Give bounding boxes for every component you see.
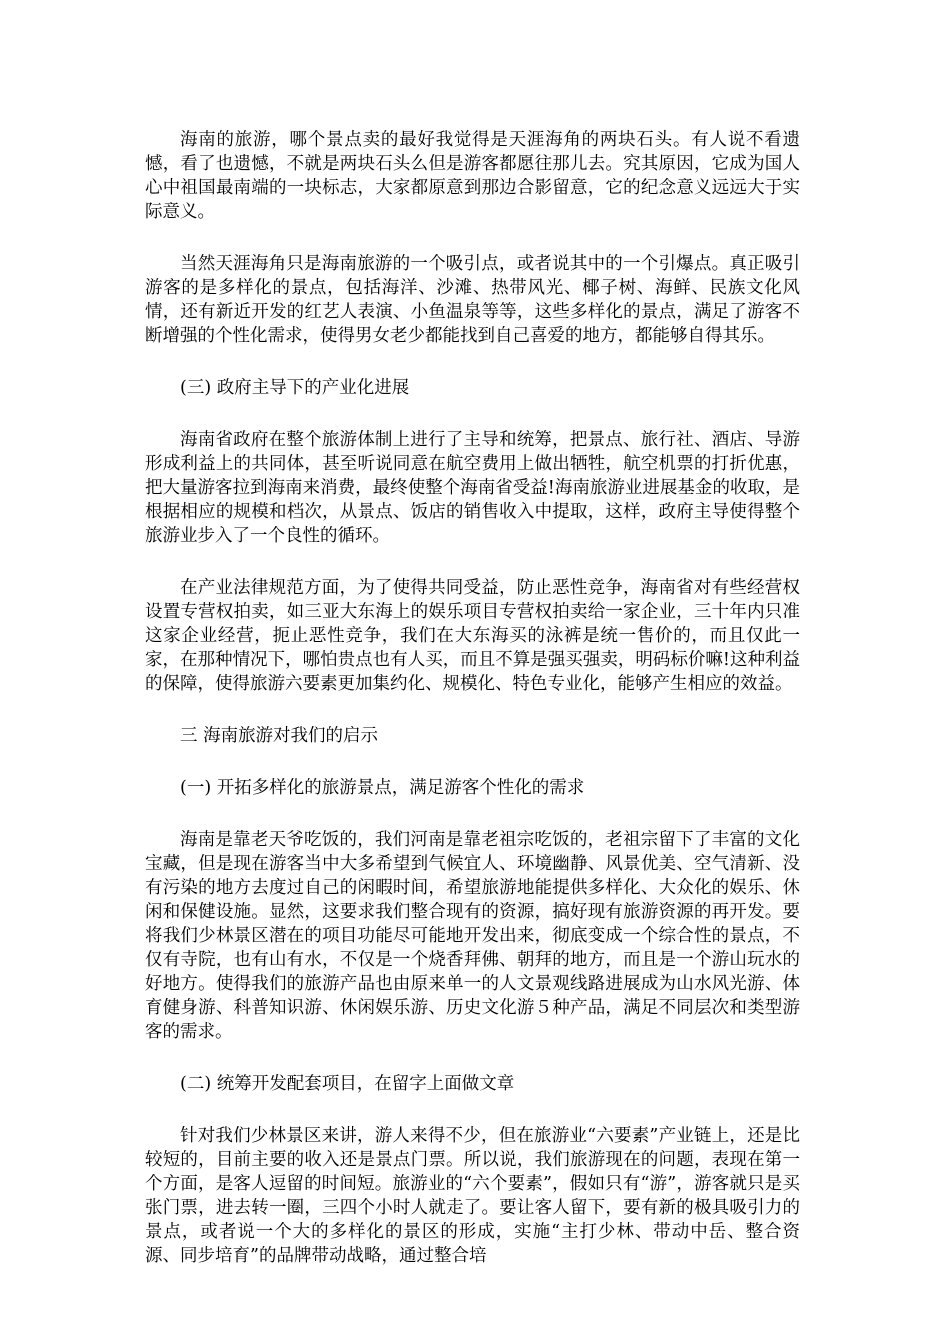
paragraph-industry-regulation: 在产业法律规范方面，为了使得共同受益，防止恶性竞争，海南省对有些经营权设置专营权拍卖，如三亚大东海上的娱乐项目专营权拍卖给一家企业，三十年内只准这家企业经营，扼止恶性竞争，我们在大东海买的泳裤是统一售价的，而且仅此一家，在那种情况下，哪怕贵点也有人买，而且不算是强买强卖，明码标价嘛!这种利益的保障，使得旅游六要素更加集约化、规模化、特色专业化，能够产生相应的效益。 — [145, 578, 800, 694]
paragraph-government-coordination: 海南省政府在整个旅游体制上进行了主导和统筹，把景点、旅行社、酒店、导游形成利益上的共同体，甚至听说同意在航空费用上做出牺牲，航空机票的打折优惠，把大量游客拉到海南来消费，最终使整个海南省受益!海南旅游业进展基金的收取，是根据相应的规模和档次，从景点、饭店的销售收入中提取，这样，政府主导使得整个旅游业步入了一个良性的循环。 — [145, 430, 800, 546]
paragraph-henan-resources: 海南是靠老天爷吃饭的，我们河南是靠老祖宗吃饭的，老祖宗留下了丰富的文化宝藏，但是现在游客当中大多希望到气候宜人、环境幽静、风景优美、空气清新、没有污染的地方去度过自己的闲暇时间，希望旅游地能提供多样化、大众化的娱乐、休闲和保健设施。显然，这要求我们整合现有的资源，搞好现有旅游资源的再开发。要将我们少林景区潜在的项目功能尽可能地开发出来，彻底变成一个综合性的景点，不仅有寺院，也有山有水，不仅是一个烧香拜佛、朝拜的地方，而且是一个游山玩水的好地方。使得我们的旅游产品也由原来单一的人文景观线路进展成为山水风光游、体育健身游、科普知识游、休闲娱乐游、历史文化游５种产品，满足不同层次和类型游客的需求。 — [145, 830, 800, 1042]
paragraph-diverse-attractions: 当然天涯海角只是海南旅游的一个吸引点，或者说其中的一个引爆点。真正吸引游客的是多样化的景点，包括海洋、沙滩、热带风光、椰子树、海鲜、民族文化风情，还有新近开发的红艺人表演、小鱼温泉等等，这些多样化的景点，满足了游客不断增强的个性化需求，使得男女老少都能找到自己喜爱的地方，都能够自得其乐。 — [145, 254, 800, 346]
paragraph-tianya-haijiao: 海南的旅游，哪个景点卖的最好我觉得是天涯海角的两块石头。有人说不看遗憾，看了也遗憾，不就是两块石头么但是游客都愿往那儿去。究其原因，它成为国人心中祖国最南端的一块标志，大家都原意到那边合影留意，它的纪念意义远远大于实际意义。 — [145, 130, 800, 222]
section-heading-2: (二) 统筹开发配套项目，在留字上面做文章 — [180, 1074, 515, 1094]
paragraph-shaolin-stay: 针对我们少林景区来讲，游人来得不少，但在旅游业“六要素”产业链上，还是比较短的，目前主要的收入还是景点门票。所以说，我们旅游现在的问题，表现在第一个方面，是客人逗留的时间短。旅游业的“六个要素”，假如只有“游”，游客就只是买张门票，进去转一圈，三四个小时人就走了。要让客人留下，要有新的极具吸引力的景点，或者说一个大的多样化的景区的形成，实施“主打少林、带动中岳、整合资源、同步培育”的品牌带动战略，通过整合培 — [145, 1126, 800, 1266]
document-page — [145, 128, 800, 1296]
chapter-heading-3: 三 海南旅游对我们的启示 — [180, 726, 379, 746]
section-heading-3: (三) 政府主导下的产业化进展 — [180, 378, 410, 398]
section-heading-1: (一) 开拓多样化的旅游景点，满足游客个性化的需求 — [180, 778, 585, 798]
